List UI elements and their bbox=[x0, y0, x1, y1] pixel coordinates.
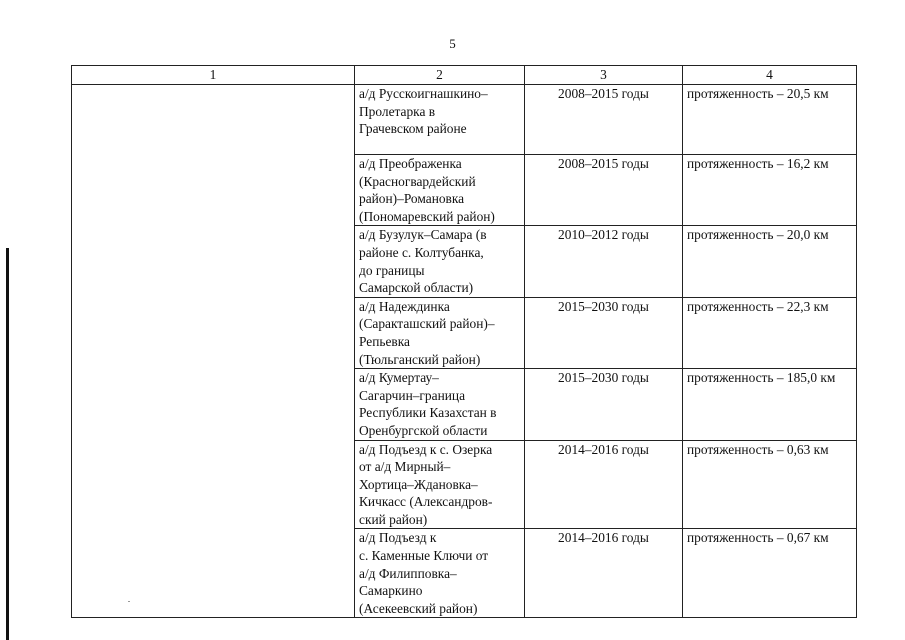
road-name-cell: а/д Русскоигнашкино– Пролетарка в Грачевском районе bbox=[355, 85, 525, 155]
road-name-cell: а/д Надеждинка (Саракташский район)– Репьевка (Тюльганский район) bbox=[355, 297, 525, 368]
period-cell: 2008–2015 годы bbox=[525, 85, 683, 155]
length-cell: протяженность – 20,0 км bbox=[683, 226, 857, 297]
table-body bbox=[72, 85, 857, 618]
page-number: 5 bbox=[449, 36, 456, 51]
period-cell: 2008–2015 годы bbox=[525, 155, 683, 226]
period-cell: 2015–2030 годы bbox=[525, 297, 683, 368]
length-cell: протяженность – 0,63 км bbox=[683, 440, 857, 529]
period-cell: 2010–2012 годы bbox=[525, 226, 683, 297]
road-name-cell: а/д Подъезд к с. Каменные Ключи от а/д Филипповка– Самаркино (Асекеевский район) bbox=[355, 529, 525, 618]
table-header-row bbox=[72, 66, 857, 85]
period-cell: 2015–2030 годы bbox=[525, 369, 683, 440]
column-1-empty-cell bbox=[72, 85, 355, 618]
road-construction-table bbox=[71, 65, 857, 618]
header-col-4: 4 bbox=[683, 66, 857, 85]
road-name-cell: а/д Подъезд к с. Озерка от а/д Мирный– Хортица–Ждановка– Кичкасс (Александров- ский район) bbox=[355, 440, 525, 529]
scan-speck bbox=[128, 601, 130, 602]
length-cell: протяженность – 16,2 км bbox=[683, 155, 857, 226]
road-name-cell: а/д Бузулук–Самара (в районе с. Колтубанка, до границы Самарской области) bbox=[355, 226, 525, 297]
length-cell: протяженность – 185,0 км bbox=[683, 369, 857, 440]
table-row bbox=[72, 85, 857, 155]
header-col-3: 3 bbox=[525, 66, 683, 85]
length-cell: протяженность – 22,3 км bbox=[683, 297, 857, 368]
length-cell: протяженность – 0,67 км bbox=[683, 529, 857, 618]
period-cell: 2014–2016 годы bbox=[525, 529, 683, 618]
scan-edge-bar bbox=[6, 248, 9, 640]
road-name-cell: а/д Кумертау– Сагарчин–граница Республики Казахстан в Оренбургской области bbox=[355, 369, 525, 440]
length-cell: протяженность – 20,5 км bbox=[683, 85, 857, 155]
header-col-1: 1 bbox=[72, 66, 355, 85]
road-name-cell: а/д Преображенка (Красногвардейский район)–Романовка (Пономаревский район) bbox=[355, 155, 525, 226]
header-col-2: 2 bbox=[355, 66, 525, 85]
period-cell: 2014–2016 годы bbox=[525, 440, 683, 529]
